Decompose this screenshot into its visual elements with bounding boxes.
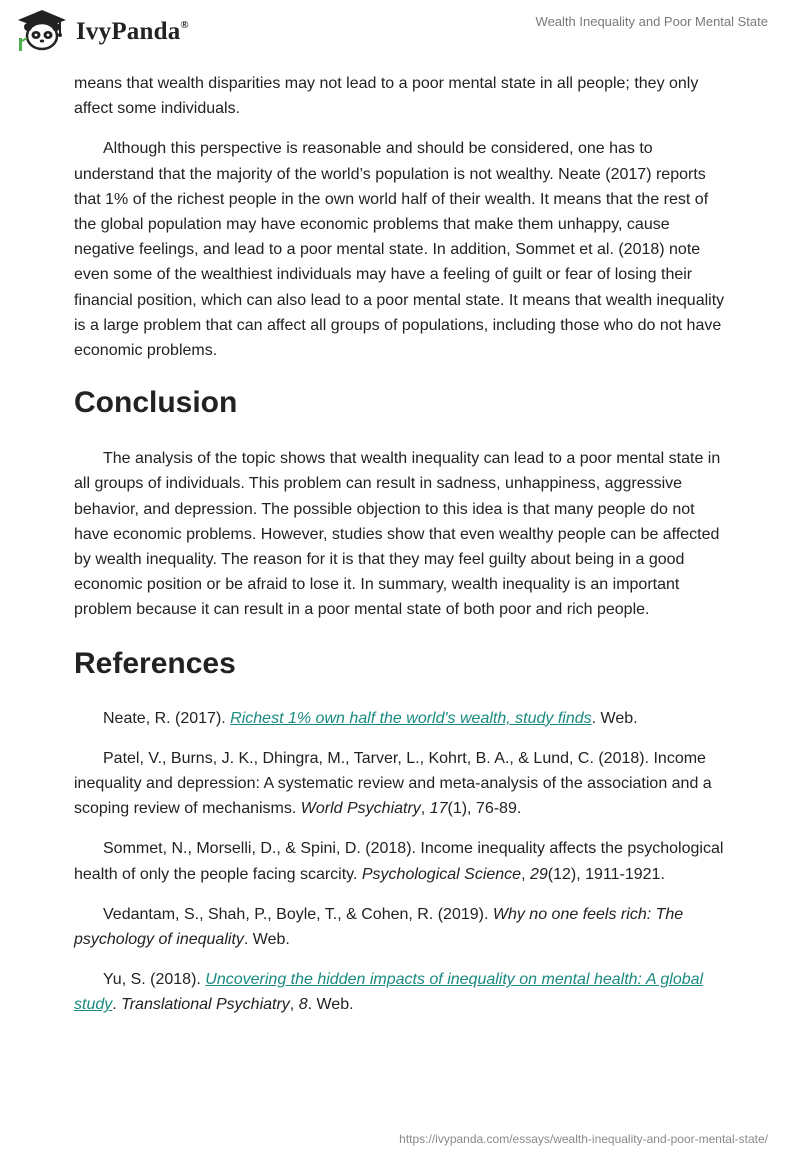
paragraph-continued: means that wealth disparities may not lead to a poor mental state in all people; they only affect some individuals. (74, 75, 699, 118)
brand-name: IvyPanda® (76, 18, 189, 45)
brand-logo[interactable] (14, 8, 189, 52)
reference-neate: Neate, R. (2017). Richest 1% own half the world's wealth, study finds. Web. (103, 709, 638, 727)
paragraph-perspective: Although this perspective is reasonable and should be considered, one has to understand that the majority of the world’s population is not wealthy. Neate (2017) reports that 1% of the richest people in the own world half of their wealth. It means that the rest of the global population may have economic problems that make them unhappy, cause negative feelings, and lead to a poor mental state. In addition, Sommet et al. (2018) note even some of the wealthiest individuals may have a feeling of guilt or fear of losing their financial position, which can also lead to a poor mental state. It means that wealth inequality is a large problem that can affect all groups of populations, including those who do not have economic problems. (74, 140, 725, 360)
paragraph-conclusion: The analysis of the topic shows that wealth inequality can lead to a poor mental state in all groups of individuals. This problem can result in sadness, unhappiness, aggressive behavior, and depression. The possible objection to this idea is that many people do not have economic problems. However, studies show that even wealthy people can be affected by wealth inequality. The reason for it is that they may feel guilty about being in a good economic position or be afraid to lose it. In summary, wealth inequality is an important problem because it can result in a poor mental state of both poor and rich people. (74, 450, 721, 619)
reference-yu: Yu, S. (2018). Uncovering the hidden impacts of inequality on mental health: A global study. Translational Psychiatry, 8. Web. (74, 971, 704, 1014)
essay-body (74, 71, 726, 1018)
reference-sommet: Sommet, N., Morselli, D., & Spini, D. (2018). Income inequality affects the psychological health of only the people facing scarcity. Psychological Science, 29(12), 1911-1921. (74, 840, 724, 883)
reference-neate-link[interactable]: Richest 1% own half the world's wealth, study finds (230, 709, 592, 727)
conclusion-heading: Conclusion (74, 386, 238, 420)
page-header (0, 0, 800, 64)
document-title: Wealth Inequality and Poor Mental State (535, 14, 768, 29)
footer-url[interactable]: https://ivypanda.com/essays/wealth-inequality-and-poor-mental-state/ (399, 1132, 768, 1146)
reference-patel: Patel, V., Burns, J. K., Dhingra, M., Tarver, L., Kohrt, B. A., & Lund, C. (2018). Income inequality and depression: A systematic review and meta-analysis of the association and a scoping review of mechanisms. World Psychiatry, 17(1), 76-89. (74, 749, 712, 818)
reference-yu-link[interactable]: Uncovering the hidden impacts of inequality on mental health: A global study (74, 971, 704, 1014)
references-heading: References (74, 646, 236, 680)
reference-vedantam: Vedantam, S., Shah, P., Boyle, T., & Cohen, R. (2019). Why no one feels rich: The psychology of inequality. Web. (74, 905, 684, 949)
panda-graduate-icon (14, 8, 70, 52)
